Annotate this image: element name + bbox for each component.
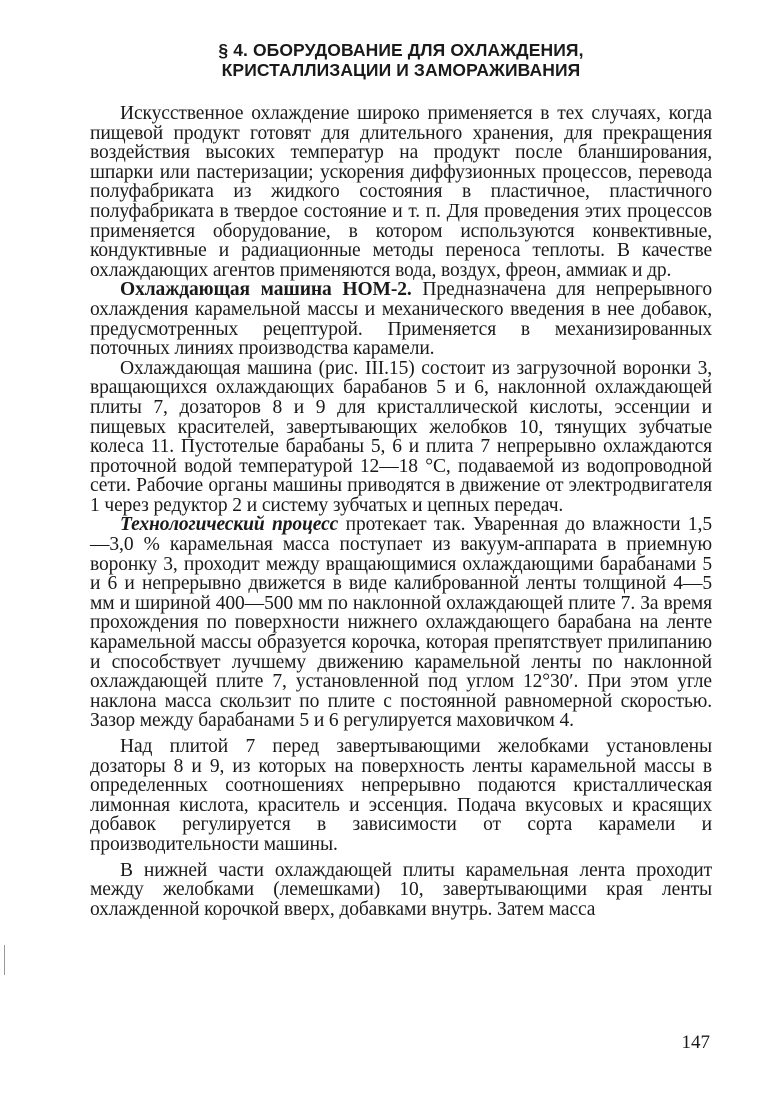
section-heading-line-2: КРИСТАЛЛИЗАЦИИ И ЗАМОРАЖИВАНИЯ (221, 60, 581, 80)
document-page (90, 40, 712, 919)
paragraph-intro: Искусственное охлаждение широко применяется в тех случаях, когда пищевой продукт готовят для длительного хранения, для прекращения воздействия высоких температур на продукт после бланширования, шпарки или пастеризации; ускорения диффузионных процессов, перевода полуфабриката из жидкого состояния в пластичное, пластичного полуфабриката в твердое состояние и т. п. Для проведения этих процессов применяется оборудование, в котором используются конвективные, кондуктивные и радиационные методы переноса теплоты. В качестве охлаждающих агентов применяются вода, воздух, фреон, аммиак и др. (90, 103, 712, 281)
paragraph-nom2-lead: Охлаждающая машина НОМ-2. (120, 279, 412, 301)
body-text (90, 104, 712, 919)
paragraph-dosers: Над плитой 7 перед завертывающими желобками установлены дозаторы 8 и 9, из которых на поверхность ленты карамельной массы в определенных соотношениях непрерывно подаются кристаллическая лимонная кислота, краситель и эссенция. Подача вкусовых и красящих добавок регулируется в зависимости от сорта карамели и производительности машины. (90, 736, 712, 855)
paragraph-nom2-text: Предназначена для непрерывного охлаждения карамельной массы и механического введения в нее добавок, предусмотренных рецептурой. Применяется в механизированных поточных линиях производства карамели. (90, 279, 712, 360)
page-number: 147 (681, 1032, 710, 1053)
paragraph-lower-plate: В нижней части охлаждающей плиты карамельная лента проходит между желобками (лемешками) 10, завертывающими края ленты охлажденной корочкой вверх, добавками внутрь. Затем масса (90, 859, 712, 920)
paragraph-process-lead: Технологический процесс (120, 514, 339, 536)
section-heading (90, 40, 712, 80)
paragraph-process-text: протекает так. Уваренная до влажности 1,5—3,0 % карамельная масса поступает из вакуум-аппарата в приемную воронку 3, проходит между вращающимися охлаждающими барабанами 5 и 6 и непрерывно движется в виде калиброванной ленты толщиной 4—5 мм и шириной 400—500 мм по наклонной охлаждающей плите 7. За время прохождения по поверхности нижнего охлаждающего барабана на ленте карамельной массы образуется корочка, которая препятствует прилипанию и способствует лучшему движению карамельной ленты по наклонной охлаждающей плите 7, установленной под углом 12°30′. При этом угле наклона масса скользит по плите с постоянной равномерной скоростью. Зазор между барабанами 5 и 6 регулируется маховичком 4. (90, 514, 712, 732)
paragraph-machine-structure: Охлаждающая машина (рис. III.15) состоит из загрузочной воронки 3, вращающихся охлаждающих барабанов 5 и 6, наклонной охлаждающей плиты 7, дозаторов 8 и 9 для кристаллической кислоты, эссенции и пищевых красителей, завертывающих желобков 10, тянущих зубчатые колеса 11. Пустотелые барабаны 5, 6 и плита 7 непрерывно охлаждаются проточной водой температурой 12—18 °С, подаваемой из водопроводной сети. Рабочие органы машины приводятся в движение от электродвигателя 1 через редуктор 2 и систему зубчатых и цепных передач. (90, 357, 712, 516)
section-heading-line-1: § 4. ОБОРУДОВАНИЕ ДЛЯ ОХЛАЖДЕНИЯ, (218, 40, 584, 60)
margin-scan-mark (4, 945, 5, 975)
paragraph-nom2 (90, 280, 712, 358)
paragraph-process (90, 515, 712, 731)
